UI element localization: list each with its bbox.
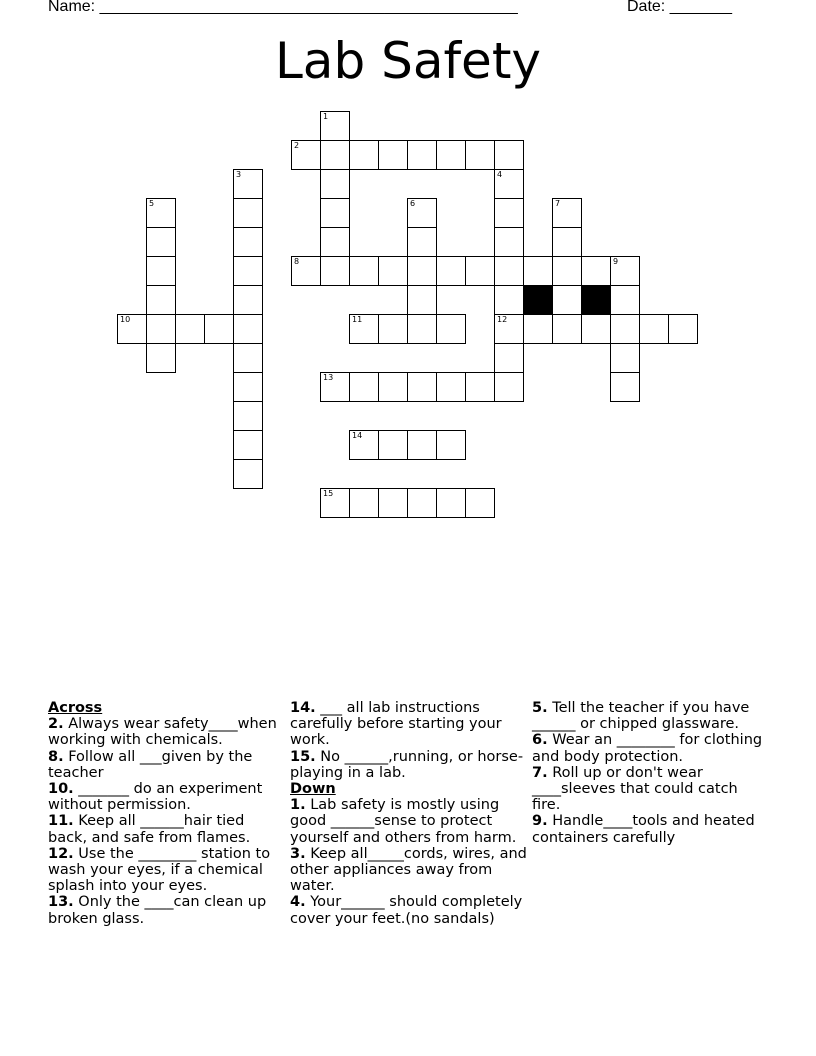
grid-cell[interactable]: [146, 343, 176, 373]
grid-cell[interactable]: [494, 343, 524, 373]
grid-cell[interactable]: [436, 430, 466, 460]
clue-number: 6: [410, 199, 416, 208]
grid-cell[interactable]: [349, 372, 379, 402]
clue-number: 14: [352, 431, 363, 440]
clue-number: 1: [323, 112, 329, 121]
clue-number: 3: [236, 170, 242, 179]
grid-cell[interactable]: [320, 227, 350, 257]
clue-down-4: 4. Your______ should completely cover your feet.(no sandals): [290, 894, 523, 927]
date-field: Date: _______: [627, 0, 732, 15]
clue-number: 15: [323, 489, 334, 498]
clue-down-6: 6. Wear an ________ for clothing and body protection.: [532, 732, 763, 765]
across-heading: Across: [48, 700, 103, 716]
grid-cell[interactable]: [494, 140, 524, 170]
grid-cell[interactable]: [320, 140, 350, 170]
grid-cell[interactable]: [233, 430, 263, 460]
grid-cell[interactable]: [378, 488, 408, 518]
grid-cell[interactable]: [349, 140, 379, 170]
grid-cell[interactable]: [494, 372, 524, 402]
grid-cell[interactable]: [436, 140, 466, 170]
grid-cell[interactable]: [378, 256, 408, 286]
grid-cell[interactable]: [465, 372, 495, 402]
grid-cell[interactable]: [407, 372, 437, 402]
grid-cell[interactable]: [465, 256, 495, 286]
clue-number: 5: [149, 199, 155, 208]
clue-across-2: 2. Always wear safety____when working with chemicals.: [48, 716, 277, 749]
clue-number: 11: [352, 315, 363, 324]
grid-cell[interactable]: [233, 401, 263, 431]
grid-cell[interactable]: [146, 314, 176, 344]
grid-cell[interactable]: [639, 314, 669, 344]
grid-cell[interactable]: [349, 256, 379, 286]
clue-down-1: 1. Lab safety is mostly using good ______sense to protect yourself and others from harm.: [290, 797, 517, 846]
grid-cell[interactable]: [552, 256, 582, 286]
clue-number: 10: [120, 315, 131, 324]
grid-cell[interactable]: [146, 285, 176, 315]
grid-cell[interactable]: [320, 198, 350, 228]
grid-cell[interactable]: [233, 372, 263, 402]
page-title: Lab Safety: [274, 32, 542, 90]
grid-cell[interactable]: [349, 488, 379, 518]
grid-cell[interactable]: [494, 256, 524, 286]
grid-cell[interactable]: [610, 314, 640, 344]
grid-cell[interactable]: [233, 256, 263, 286]
grid-cell[interactable]: [610, 372, 640, 402]
grid-cell[interactable]: [494, 198, 524, 228]
grid-cell[interactable]: [233, 343, 263, 373]
clue-down-9: 9. Handle____tools and heated containers carefully: [532, 813, 755, 846]
grid-cell[interactable]: [233, 198, 263, 228]
grid-cell[interactable]: [436, 372, 466, 402]
grid-cell[interactable]: [407, 227, 437, 257]
clue-across-8: 8. Follow all ___given by the teacher: [48, 748, 253, 781]
grid-cell[interactable]: [407, 256, 437, 286]
name-field: Name: _______________________________________________: [48, 0, 518, 15]
grid-cell[interactable]: [146, 227, 176, 257]
clue-across-11: 11. Keep all ______hair tied back, and safe from flames.: [48, 813, 251, 846]
grid-cell[interactable]: [494, 285, 524, 315]
clue-across-10: 10. _______ do an experiment without permission.: [48, 781, 263, 814]
grid-cell[interactable]: [378, 372, 408, 402]
grid-cell[interactable]: [436, 256, 466, 286]
clue-down-7: 7. Roll up or don't wear ____sleeves that could catch fire.: [532, 764, 738, 814]
clue-number: 4: [497, 170, 503, 179]
down-heading: Down: [290, 781, 336, 798]
grid-cell[interactable]: [233, 459, 263, 489]
grid-cell[interactable]: [581, 256, 611, 286]
clue-across-14: 14. ___ all lab instructions carefully before starting your work.: [290, 700, 502, 749]
grid-cell[interactable]: [378, 430, 408, 460]
grid-cell[interactable]: [552, 227, 582, 257]
grid-cell[interactable]: [523, 314, 553, 344]
clue-number: 13: [323, 373, 334, 382]
clue-number: 9: [613, 257, 619, 266]
clue-down-5: 5. Tell the teacher if you have ______ or chipped glassware.: [532, 700, 750, 733]
grid-cell[interactable]: [436, 314, 466, 344]
grid-cell[interactable]: [175, 314, 205, 344]
grid-cell[interactable]: [407, 430, 437, 460]
grid-cell[interactable]: [494, 227, 524, 257]
grid-cell[interactable]: [320, 169, 350, 199]
clue-across-12: 12. Use the ________ station to wash your eyes, if a chemical splash into your eyes.: [48, 845, 271, 895]
grid-cell[interactable]: [233, 314, 263, 344]
grid-cell[interactable]: [610, 285, 640, 315]
grid-cell[interactable]: [320, 256, 350, 286]
clue-down-3: 3. Keep all_____cords, wires, and other appliances away from water.: [290, 845, 527, 895]
grid-cell[interactable]: [668, 314, 698, 344]
clue-column-1: [48, 700, 280, 927]
grid-cell[interactable]: [407, 285, 437, 315]
grid-cell[interactable]: [378, 140, 408, 170]
grid-cell[interactable]: [581, 314, 611, 344]
grid-cell[interactable]: [378, 314, 408, 344]
grid-cell[interactable]: [146, 256, 176, 286]
grid-cell[interactable]: [407, 488, 437, 518]
clue-column-2: [290, 700, 528, 927]
grid-cell[interactable]: [465, 488, 495, 518]
grid-cell-black: [581, 285, 611, 315]
grid-cell[interactable]: [204, 314, 234, 344]
clue-across-13: 13. Only the ____can clean up broken glass.: [48, 894, 267, 927]
grid-cell[interactable]: [465, 140, 495, 170]
grid-cell[interactable]: [233, 227, 263, 257]
grid-cell-black: [523, 285, 553, 315]
grid-cell[interactable]: [407, 314, 437, 344]
grid-cell[interactable]: [552, 314, 582, 344]
clue-number: 7: [555, 199, 561, 208]
clue-column-3: [532, 700, 768, 846]
grid-cell[interactable]: [407, 140, 437, 170]
grid-cell[interactable]: [523, 256, 553, 286]
grid-cell[interactable]: [436, 488, 466, 518]
clue-number: 8: [294, 257, 300, 266]
clue-across-15: 15. No ______,running, or horse-playing in a lab.: [290, 748, 524, 781]
clue-number: 12: [497, 315, 508, 324]
grid-cell[interactable]: [610, 343, 640, 373]
clue-number: 2: [294, 141, 300, 150]
grid-cell[interactable]: [233, 285, 263, 315]
